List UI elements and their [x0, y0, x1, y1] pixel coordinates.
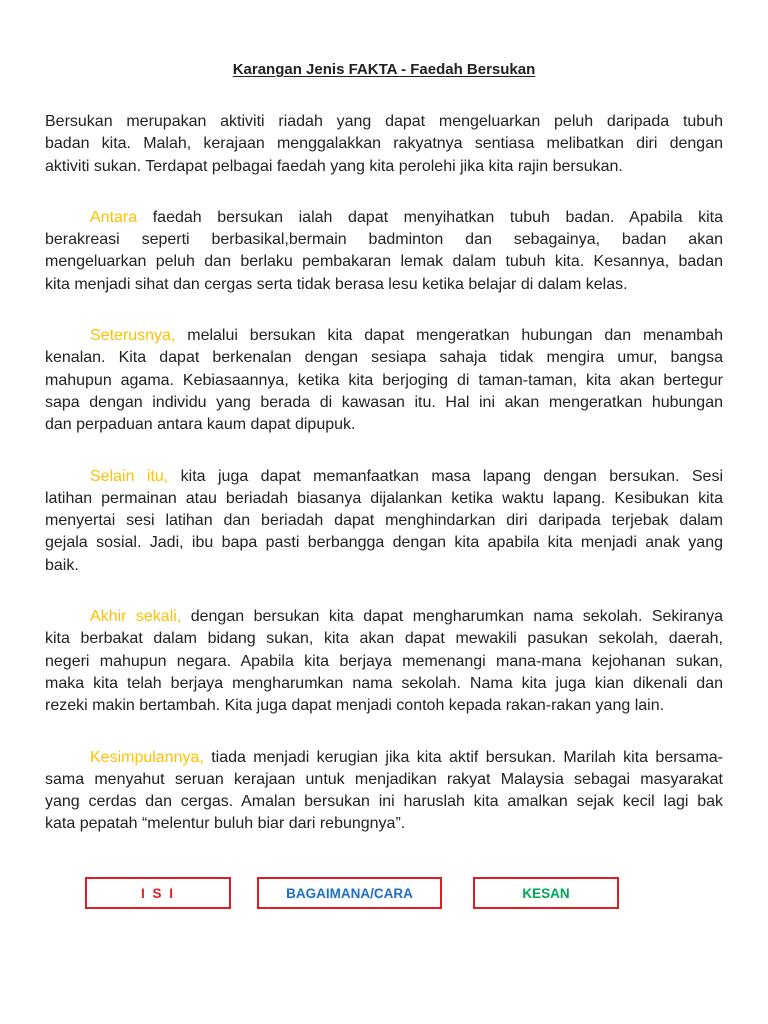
legend-label-kesan: KESAN — [522, 885, 570, 901]
text-line-rest: kita juga dapat memanfaatkan masa lapang dengan bersukan. Sesi — [180, 467, 723, 485]
paragraph-point-3 — [45, 466, 723, 577]
text-line — [45, 207, 723, 229]
text-line-rest: faedah bersukan ialah dapat menyihatkan tubuh badan. Apabila kita — [152, 208, 723, 226]
text-line — [45, 747, 723, 769]
text-line: kita berbakat dalam bidang sukan, kita akan dapat mewakili pasukan sekolah, daerah, — [45, 630, 723, 648]
text-line: dan perpaduan antara kaum dapat dipupuk. — [45, 416, 356, 434]
transition-phrase: Kesimpulannya, — [90, 748, 204, 766]
paragraph-conclusion — [45, 747, 723, 836]
legend-label-isi: I S I — [140, 885, 175, 901]
title-text: Karangan Jenis FAKTA - Faedah Bersukan — [232, 61, 536, 78]
essay-body — [45, 111, 723, 865]
text-line: gejala sosial. Jadi, ibu bapa pasti berbangga dengan kita apabila kita menjadi anak yang — [45, 534, 723, 552]
transition-phrase: Selain itu, — [90, 467, 169, 485]
text-line: kenalan. Kita dapat berkenalan dengan sesiapa sahaja tidak mengira umur, bangsa — [45, 349, 723, 367]
text-line — [45, 466, 723, 488]
legend-box-kesan — [473, 877, 619, 909]
text-line — [45, 325, 723, 347]
paragraph-point-1 — [45, 207, 723, 296]
transition-phrase: Seterusnya, — [90, 327, 176, 345]
text-line: mahupun agama. Kebiasaannya, ketika kita berjoging di taman-taman, kita akan bertegur — [45, 371, 723, 389]
text-line: sapa dengan individu yang berada di kawasan itu. Hal ini akan mengeratkan hubungan — [45, 393, 723, 411]
text-line: negeri mahupun negara. Apabila kita berjaya memenangi mana-mana kejohanan sukan, — [45, 652, 723, 670]
legend-box-isi — [85, 877, 231, 909]
paragraph-introduction — [45, 111, 723, 178]
text-line: rezeki makin bertambah. Kita juga dapat menjadi contoh kepada rakan-rakan yang lain. — [45, 697, 665, 715]
transition-phrase: Antara — [90, 208, 138, 226]
text-line: sama menyahut seruan kerajaan untuk menjadikan rakyat Malaysia sebagai masyarakat — [45, 770, 723, 788]
text-line: maka kita telah berjaya mengharumkan nama sekolah. Nama kita juga kian dikenali dan — [45, 674, 723, 692]
text-line: menyertai sesi latihan dan beriadah dapat menghindarkan diri daripada terjebak dalam — [45, 512, 723, 530]
text-line: aktiviti sukan. Terdapat pelbagai faedah yang kita perolehi jika kita rajin bersukan. — [45, 157, 623, 175]
text-line: kita menjadi sihat dan cergas serta tidak berasa lesu ketika belajar di dalam kelas. — [45, 275, 628, 293]
text-line: Bersukan merupakan aktiviti riadah yang dapat mengeluarkan peluh daripada tubuh — [45, 113, 723, 130]
document-title — [0, 59, 768, 81]
paragraph-point-2 — [45, 325, 723, 436]
paragraph-point-4 — [45, 606, 723, 717]
text-line: latihan permainan atau beriadah biasanya dijalankan ketika waktu lapang. Kesibukan kita — [45, 489, 723, 507]
text-line-rest: dengan bersukan kita dapat mengharumkan nama sekolah. Sekiranya — [190, 608, 724, 626]
text-line: mengeluarkan peluh dan berlaku pembakaran lemak dalam tubuh kita. Kesannya, badan — [45, 253, 723, 271]
text-line: berakreasi seperti berbasikal,bermain badminton dan sebagainya, badan akan — [45, 231, 723, 249]
text-line — [45, 606, 723, 628]
text-line-rest: tiada menjadi kerugian jika kita aktif bersukan. Marilah kita bersama- — [211, 748, 723, 766]
text-line: kata pepatah “melentur buluh biar dari rebungnya”. — [45, 815, 406, 833]
text-line-rest: melalui bersukan kita dapat mengeratkan hubungan dan menambah — [187, 327, 723, 345]
text-line: yang cerdas dan cergas. Amalan bersukan ini haruslah kita amalkan sejak kecil lagi bak — [45, 793, 723, 811]
legend-label-bagaimana-cara: BAGAIMANA/CARA — [286, 885, 413, 901]
legend-box-bagaimana-cara — [257, 877, 442, 909]
text-line: baik. — [45, 556, 79, 574]
text-line: badan kita. Malah, kerajaan menggalakkan rakyatnya sentiasa melibatkan diri dengan — [45, 135, 723, 153]
transition-phrase: Akhir sekali, — [90, 608, 182, 626]
